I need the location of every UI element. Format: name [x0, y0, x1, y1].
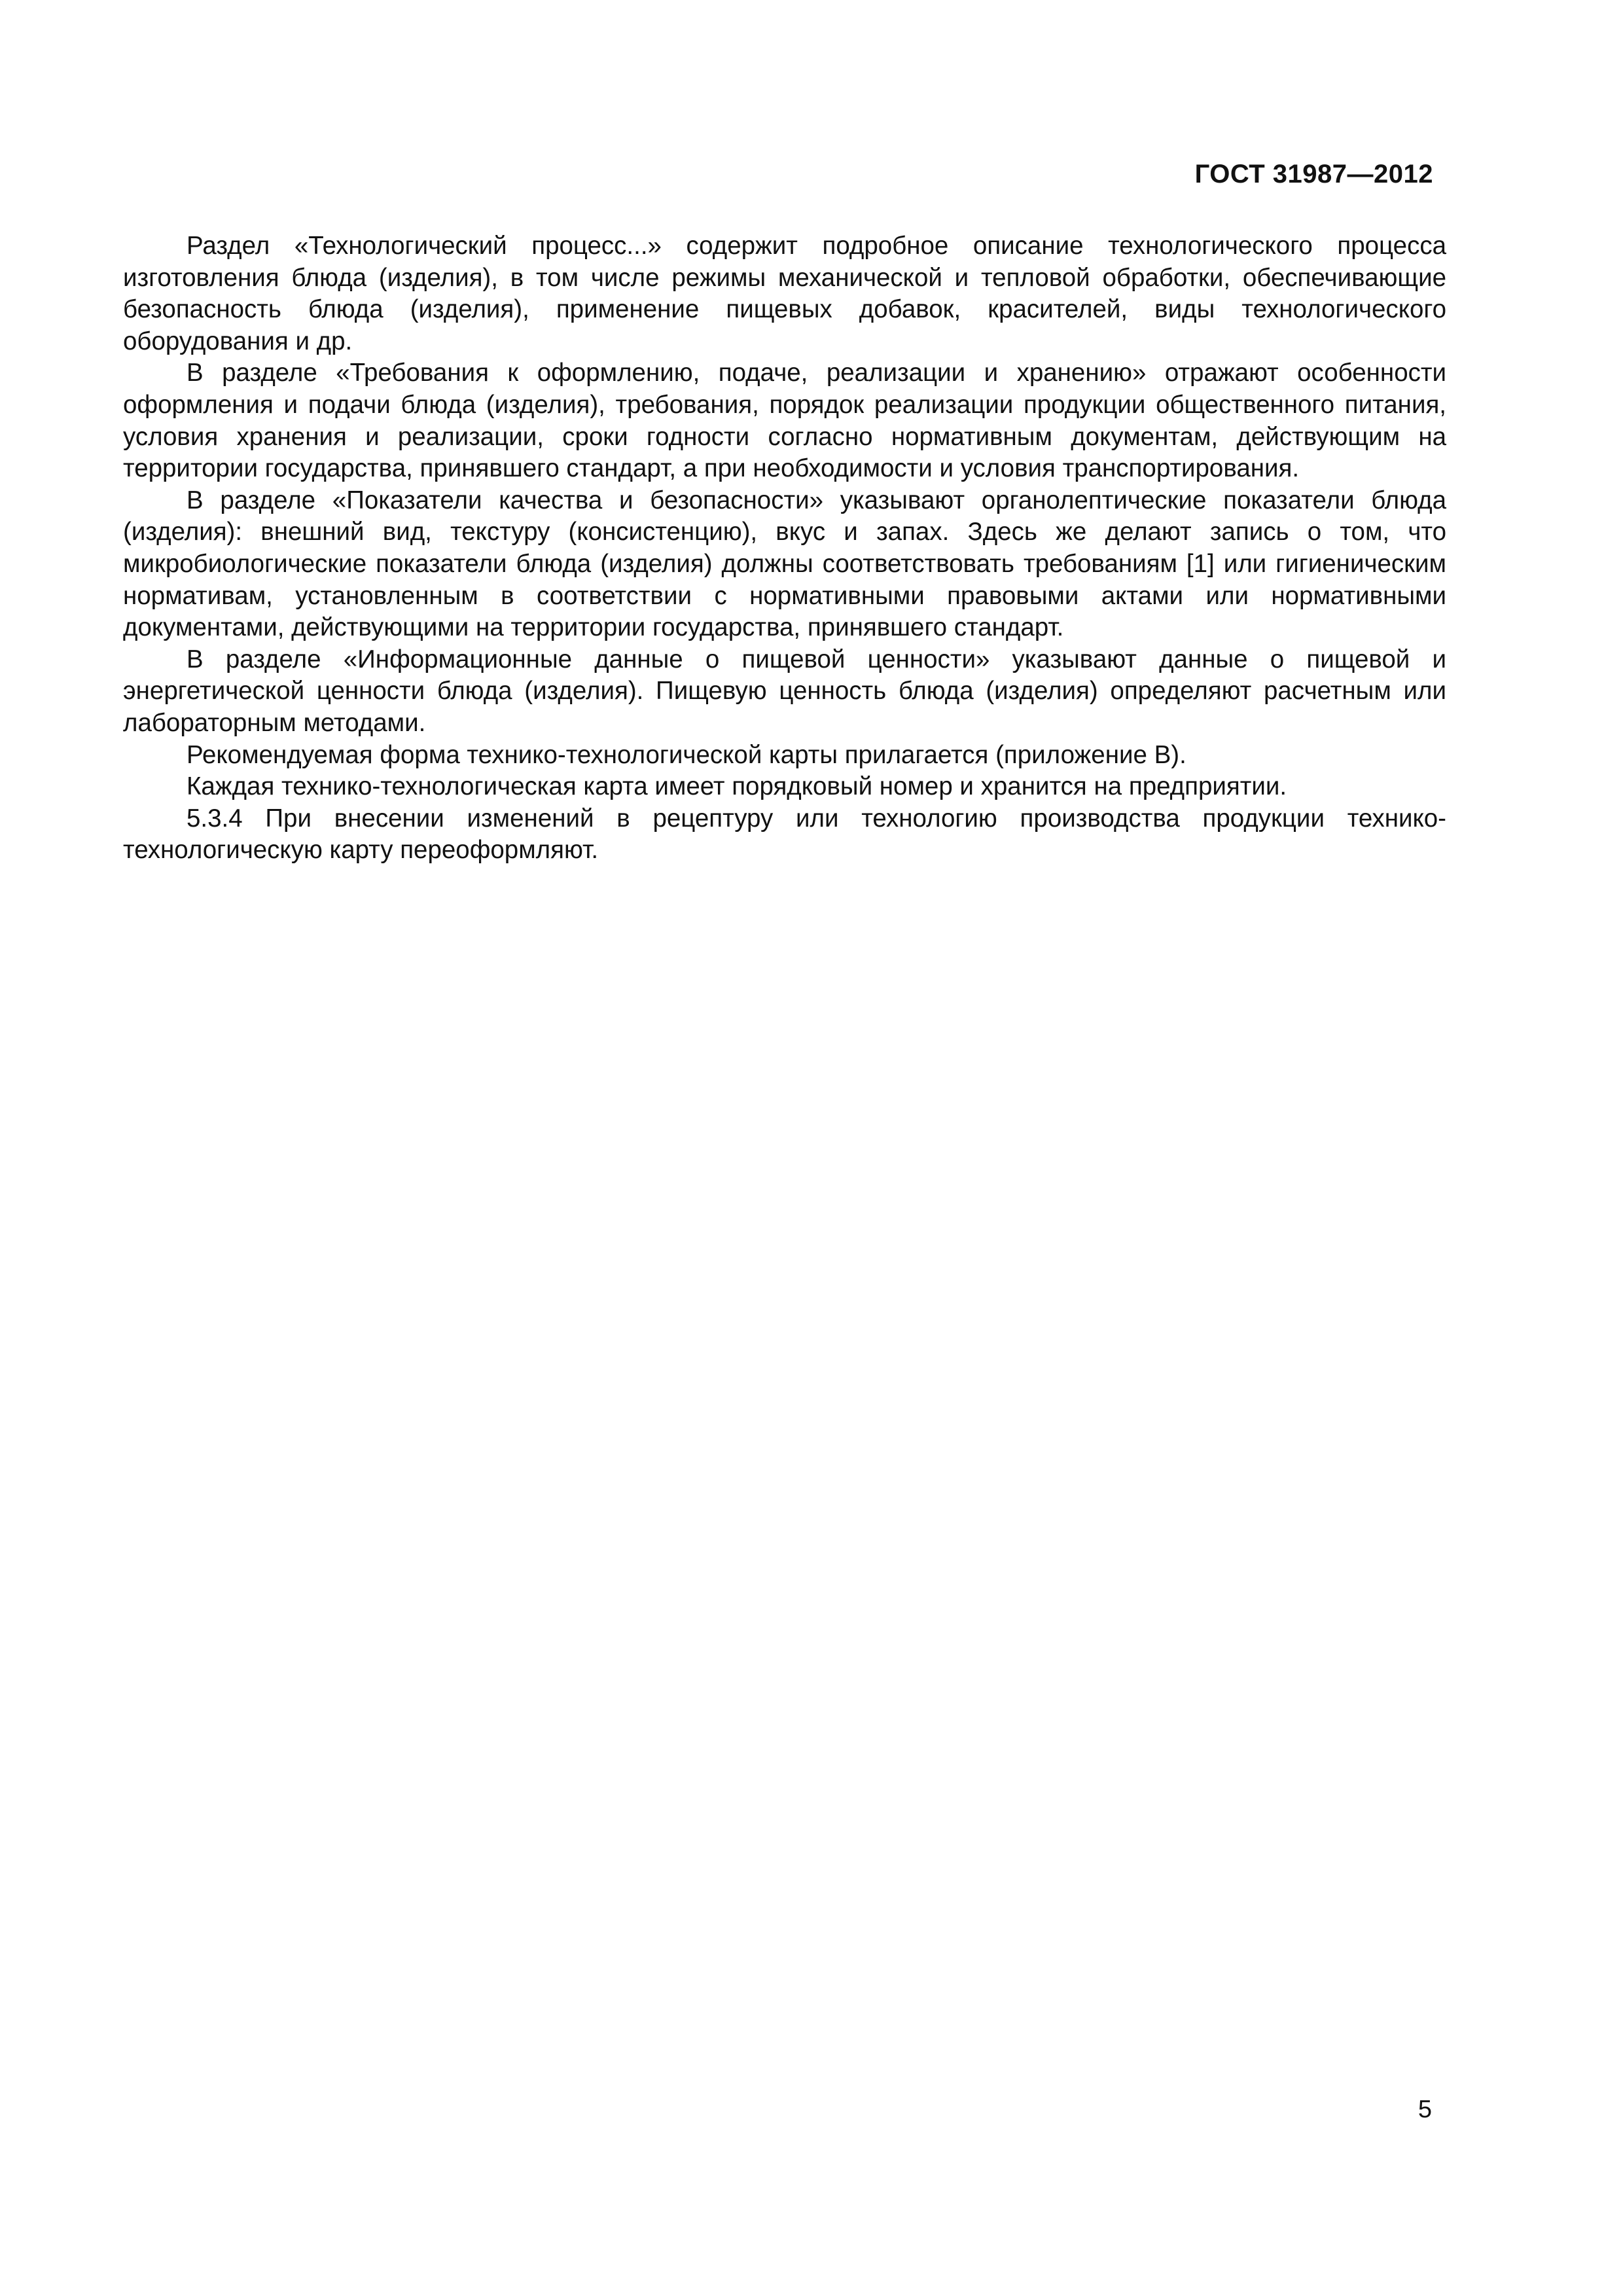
paragraph-nutritional-value: В разделе «Информационные данные о пищевой ценности» указывают данные о пищевой и энергетической ценности блюда (изделия). Пищевую ценность блюда (изделия) определяют расчетным или лабораторным методами.: [123, 645, 1446, 737]
paragraph-technological-process: Раздел «Технологический процесс...» содержит подробное описание технологического процесса изготовления блюда (изделия), в том числе режимы механической и тепловой обработки, обеспечивающие безопасность блюда (изделия), применение пищевых добавок, красителей, виды технологического оборудования и др.: [123, 232, 1446, 355]
page-number: 5: [1418, 2096, 1432, 2123]
document-body: [123, 230, 1446, 867]
paragraph-presentation-requirements: В разделе «Требования к оформлению, подаче, реализации и хранению» отражают особенности оформления и подачи блюда (изделия), требования, порядок реализации продукции общественного питания, условия хранения и реализации, сроки годности согласно нормативным документам, действующим на территории государства, принявшего стандарт, а при необходимости и условия транспортирования.: [123, 359, 1446, 483]
standard-code-header: ГОСТ 31987—2012: [1194, 160, 1433, 188]
paragraph-quality-indicators: В разделе «Показатели качества и безопасности» указывают органолептические показатели блюда (изделия): внешний вид, текстуру (консистенцию), вкус и запах. Здесь же делают запись о том, что микробиологические показатели блюда (изделия) должны соответствовать требованиям [1] или гигиеническим нормативам, установленным в соответствии с нормативными правовыми актами или нормативными документами, действующими на территории государства, принявшего стандарт.: [123, 486, 1446, 642]
paragraph-card-numbering: Каждая технико-технологическая карта имеет порядковый номер и хранится на предприятии.: [187, 772, 1287, 801]
paragraph-5-3-4: 5.3.4 При внесении изменений в рецептуру или технологию производства продукции технико-технологическую карту переоформляют.: [123, 804, 1446, 865]
paragraph-recommended-form: Рекомендуемая форма технико-технологической карты прилагается (приложение В).: [187, 740, 1186, 769]
